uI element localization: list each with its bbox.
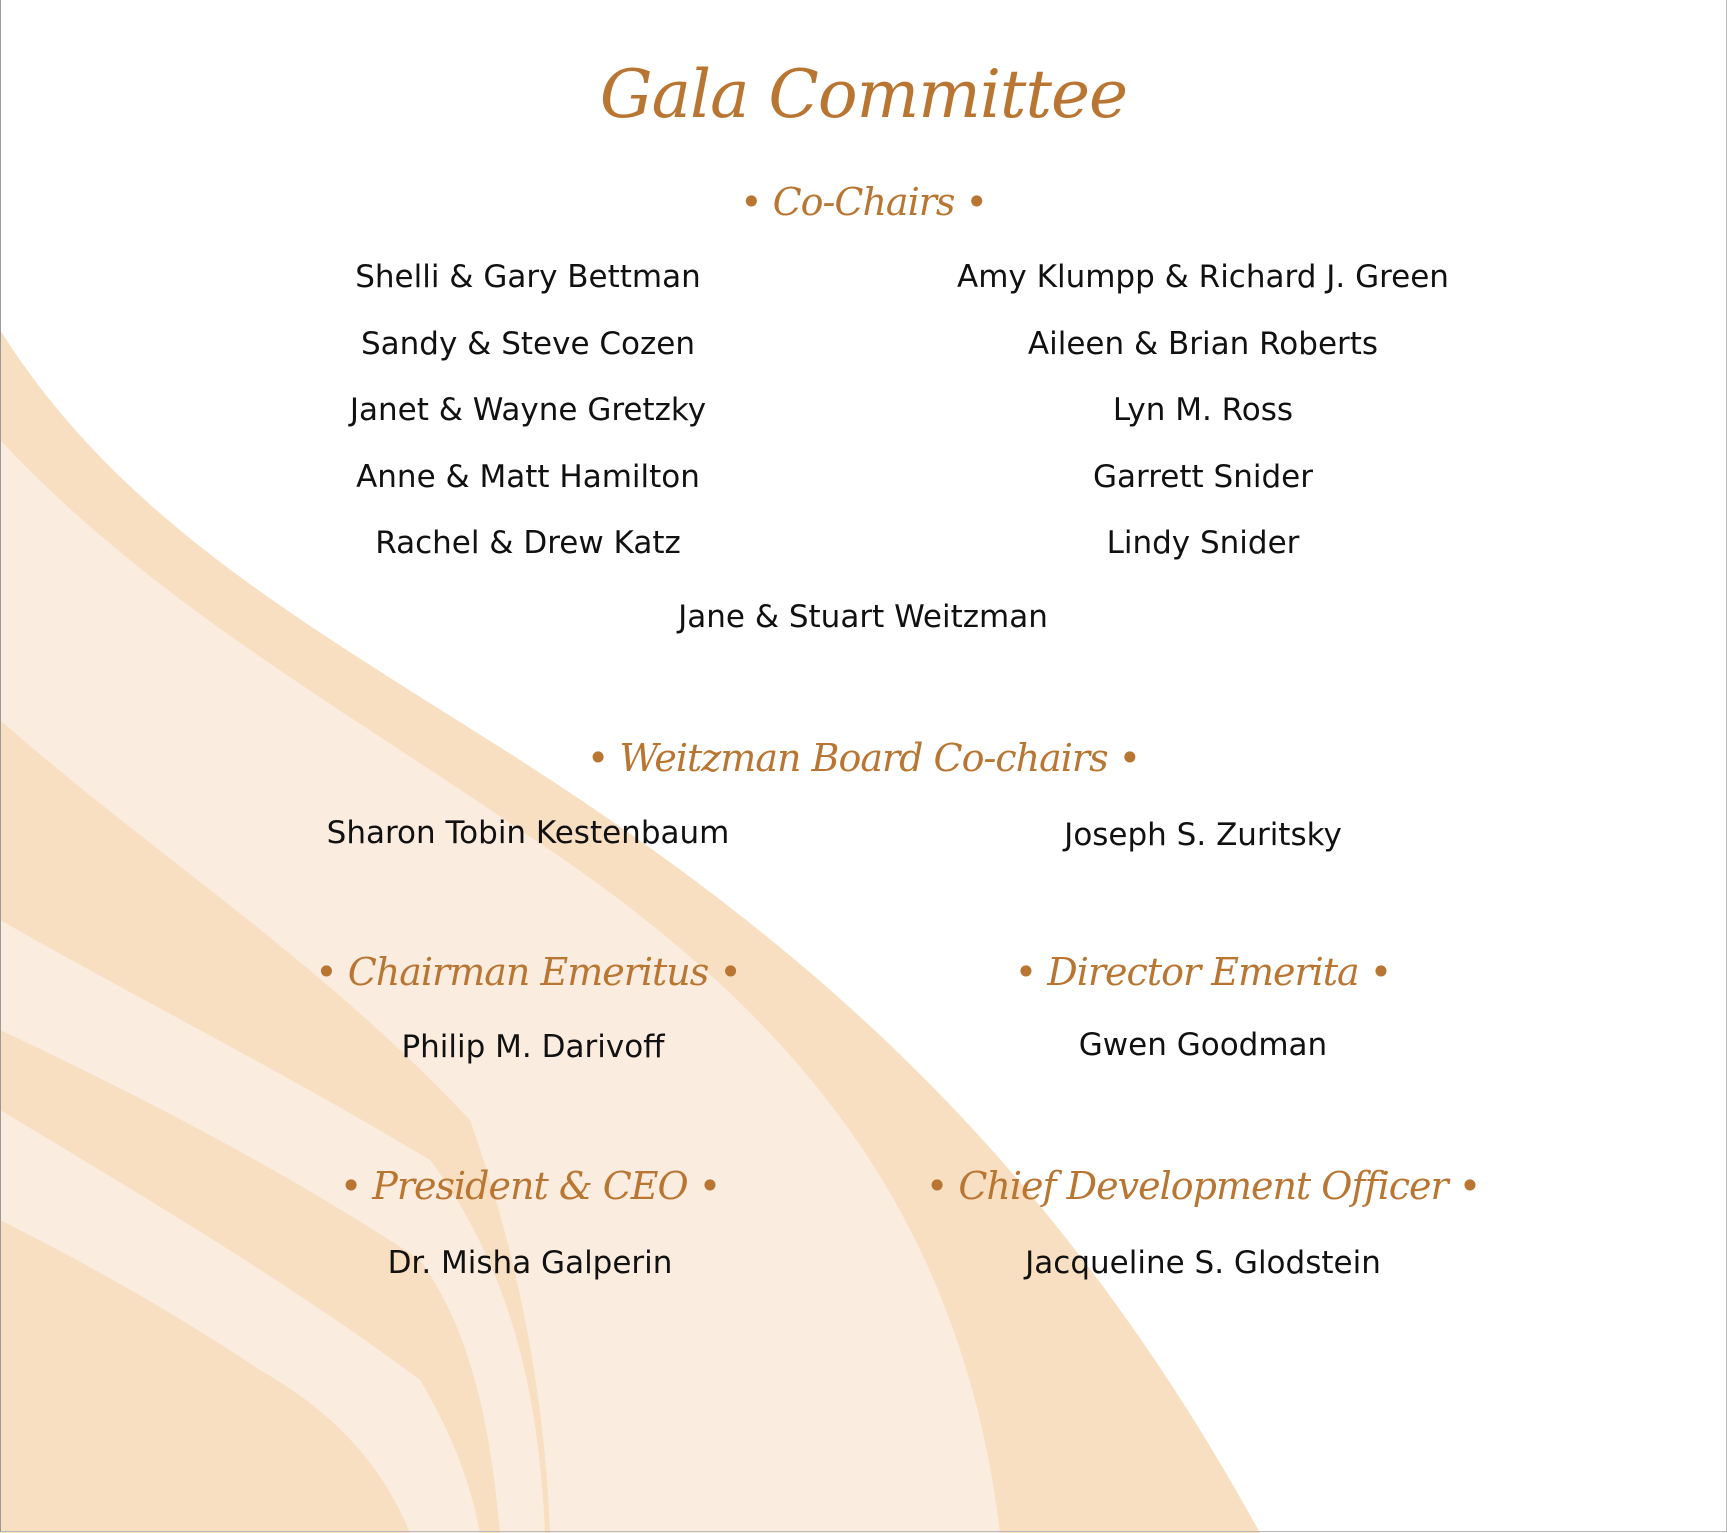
co-chair-left: Rachel & Drew Katz xyxy=(375,525,681,561)
chief-development-officer-name: Jacqueline S. Glodstein xyxy=(1025,1245,1381,1281)
chief-development-officer-heading: • Chief Development Officer • xyxy=(925,1164,1481,1208)
co-chair-right: Lyn M. Ross xyxy=(1112,392,1294,428)
co-chair-left: Janet & Wayne Gretzky xyxy=(349,392,707,428)
president-ceo-heading: • President & CEO • xyxy=(339,1164,721,1208)
co-chair-left: Anne & Matt Hamilton xyxy=(356,459,700,495)
co-chair-right: Lindy Snider xyxy=(1106,525,1300,561)
chairman-emeritus-heading: • Chairman Emeritus • xyxy=(315,950,741,994)
co-chair-center: Jane & Stuart Weitzman xyxy=(678,599,1048,635)
board-co-chair-right: Joseph S. Zuritsky xyxy=(1064,817,1342,853)
board-co-chairs-heading: • Weitzman Board Co-chairs • xyxy=(586,736,1141,780)
co-chairs-heading: • Co-Chairs • xyxy=(740,180,987,224)
co-chair-left: Shelli & Gary Bettman xyxy=(355,259,701,295)
director-emerita-heading: • Director Emerita • xyxy=(1014,950,1392,994)
co-chair-right: Garrett Snider xyxy=(1093,459,1313,495)
director-emerita-name: Gwen Goodman xyxy=(1078,1027,1328,1063)
president-ceo-name: Dr. Misha Galperin xyxy=(387,1245,673,1281)
co-chair-right: Amy Klumpp & Richard J. Green xyxy=(957,259,1449,295)
co-chair-right: Aileen & Brian Roberts xyxy=(1027,326,1379,362)
board-co-chair-left: Sharon Tobin Kestenbaum xyxy=(326,815,730,851)
chairman-emeritus-name: Philip M. Darivoff xyxy=(401,1029,665,1065)
page-title: Gala Committee xyxy=(599,56,1128,133)
co-chair-left: Sandy & Steve Cozen xyxy=(360,326,695,362)
